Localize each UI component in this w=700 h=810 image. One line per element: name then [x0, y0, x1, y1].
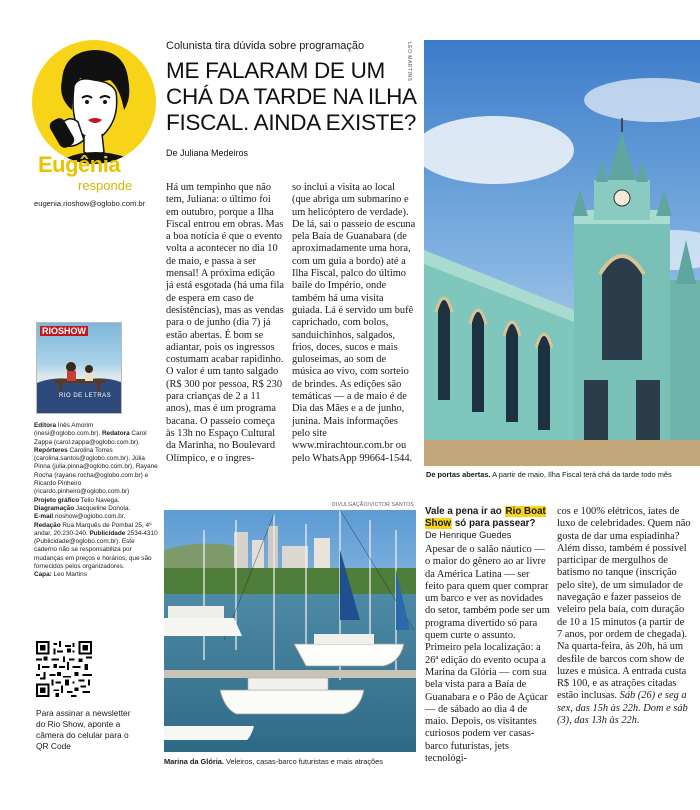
- credit-line: Redação Rua Marquês de Pombal 25, 4º andar, 20.230-240. Publicidade 2534-4310 (Publicidade@oglobo.com.br). Este caderno não se responsabiliza por mudanças em preços e horários, que são fornecidos pelos organizadores.: [34, 521, 158, 571]
- article-body-column-1: Há um tempinho que não tem, Juliana: o último foi em outubro, porque a Ilha Fiscal entrou em obras. Mas a boa notícia é que o evento volta a acontecer no dia 10 de maio, e passa a ser mensal! A próxima edição já está esgotada (há uma fila de espera em caso de desistências), mas as vendas para o de junho (dia 7) já estão abertas. É bom se adiantar, pois os ingressos costumam acabar rapidinho. O valor é um tanto salgado (R$ 300 por pessoa, R$ 230 para crianças de 2 a 11 anos), mas é um programa bacana. O passeio começa às 13h no Espaço Cultural da Marinha, no Boulevard Olímpico, e o ingres-: [166, 182, 284, 464]
- contact-email[interactable]: eugenia.rioshow@oglobo.com.br: [34, 199, 146, 208]
- credit-line: Editora Inês Amorim (inesi@oglobo.com.br). Redatora Carol Zappa (carol.zappa@oglobo.com.br).: [34, 422, 147, 446]
- credit-line: Capa: Leo Martins: [34, 571, 87, 579]
- marina-photo-caption: Marina da Glória. Veleiros, casas-barco futuristas e mais atrações: [164, 757, 383, 766]
- castle-photo: [424, 40, 700, 466]
- schedule-text: Sáb (26) e seg a sex, das 15h às 22h. Dom e sáb (3), das 13h às 22h.: [557, 690, 688, 727]
- column-logo: [32, 40, 162, 200]
- castle-photo-credit: LEO MARTINS: [406, 42, 412, 82]
- sidebar-headline: Vale a pena ir ao Rio Boat Show só para passear?: [425, 506, 546, 529]
- article-byline: De Juliana Medeiros: [166, 148, 249, 158]
- logo-subtitle: responde: [78, 178, 133, 193]
- marina-photo: [164, 510, 416, 752]
- credits-box: [34, 422, 158, 580]
- logo-word: Eugênia: [38, 152, 121, 177]
- marina-photo-credit: DIVULGAÇÃO/VICTOR SANTOS: [331, 502, 414, 508]
- credit-line: Projeto gráfico Telio Navega.: [34, 496, 120, 504]
- article-body-column-2: so inclui a visita ao local (que abriga um submarino e um helicóptero de verdade). De lá, sai o passeio de escuna pela Baía de Guanabara (de aproximadamente uma hora, com um guia a bordo) até a Ilha Fiscal, palco do último baile do Império, onde também há uma visita guiada. Lá é servido um bufê caprichado, com bolos, sanduichinhos, salgados, frios, doces, sucos e mais guloseimas, ao som de música ao vivo, com sorteio de brindes. As edições são temáticas — a de maio é de Dia das Mães e a de junho, junina. Mais informações pelo site www.mirachtour.com.br ou pelo WhatsApp 99664-1544.: [292, 182, 416, 464]
- cover-thumbnail: [36, 322, 122, 414]
- credit-line: E-mail rioshow@oglobo.com.br.: [34, 513, 126, 521]
- cover-logo: RIOSHOW: [42, 326, 86, 336]
- credit-line: Diagramação Jacqueline Donola.: [34, 504, 131, 512]
- sidebar-body-column-1: Apesar de o salão náutico — o maior do gênero ao ar livre da América Latina — ser feito para quem quer comprar um barco e ver as novidades do setor, também pode ser um programa divertido só para quem curte o assunto. Primeiro pela localização: a 26ª edição do evento ocupa a Marina da Glória — com sua bela vista para a Baía de Guanabara e o Pão de Açúcar — de sábado ao dia 4 de maio. Depois, os visitantes curiosos podem ver casas-barco futuristas, jets tecnológi-: [425, 544, 550, 765]
- qr-caption: Para assinar a newsletter do Rio Show, aponte a câmera do celular para o QR Code: [36, 708, 131, 751]
- cover-title: RIO DE LETRAS: [59, 393, 112, 399]
- article-headline: ME FALARAM DE UM CHÁ DA TARDE NA ILHA FISCAL. AINDA EXISTE? De Juliana Medeiros: [166, 58, 417, 158]
- event-name-highlight: Rio Boat Show: [425, 506, 546, 529]
- avatar: [32, 40, 156, 164]
- article-kicker: Colunista tira dúvida sobre programação: [166, 40, 365, 52]
- castle-photo-caption: De portas abertas. A partir de maio, Ilha Fiscal terá chá da tarde todo mês: [426, 470, 672, 479]
- qr-code-icon[interactable]: [36, 641, 92, 697]
- cover-illustration-icon: [37, 323, 122, 414]
- columnist-illustration-icon: [32, 40, 156, 164]
- castle-illustration-icon: [424, 40, 700, 466]
- marina-illustration-icon: [164, 510, 416, 752]
- sidebar-body-column-2: cos e 100% elétricos, iates de luxo de celebridades. Quem não gosta de dar uma espiadinha? Além disso, também é possível participar de mergulhos de batismo no tanque (inscrição pelo site), de um simulador de navegação e fazer passeios de veleiro pela baía, com duração de 10 a 15 minutos (a partir de 7 anos, por ordem de chegada). Na quarta-feira, às 20h, há um desfile de barcos com show de luzes e música. A entrada custa R$ 100, e as atrações citadas estão inclusas. Sáb (26) e seg a sex, das 15h às 22h. Dom e sáb (3), das 13h às 22h.: [557, 506, 691, 727]
- credit-line: Repórteres Carolina Torres (carolina.santos@oglobo.com.br), Júlia Pinna (julia.pinna@oglobo.com.br), Rayane Rocha (rayane.rocha@oglobo.com.br) e Ricardo Pinheiro (ricardo.pinheiro@oglobo.com.br): [34, 446, 158, 496]
- sidebar-byline: De Henrique Guedes: [425, 530, 512, 540]
